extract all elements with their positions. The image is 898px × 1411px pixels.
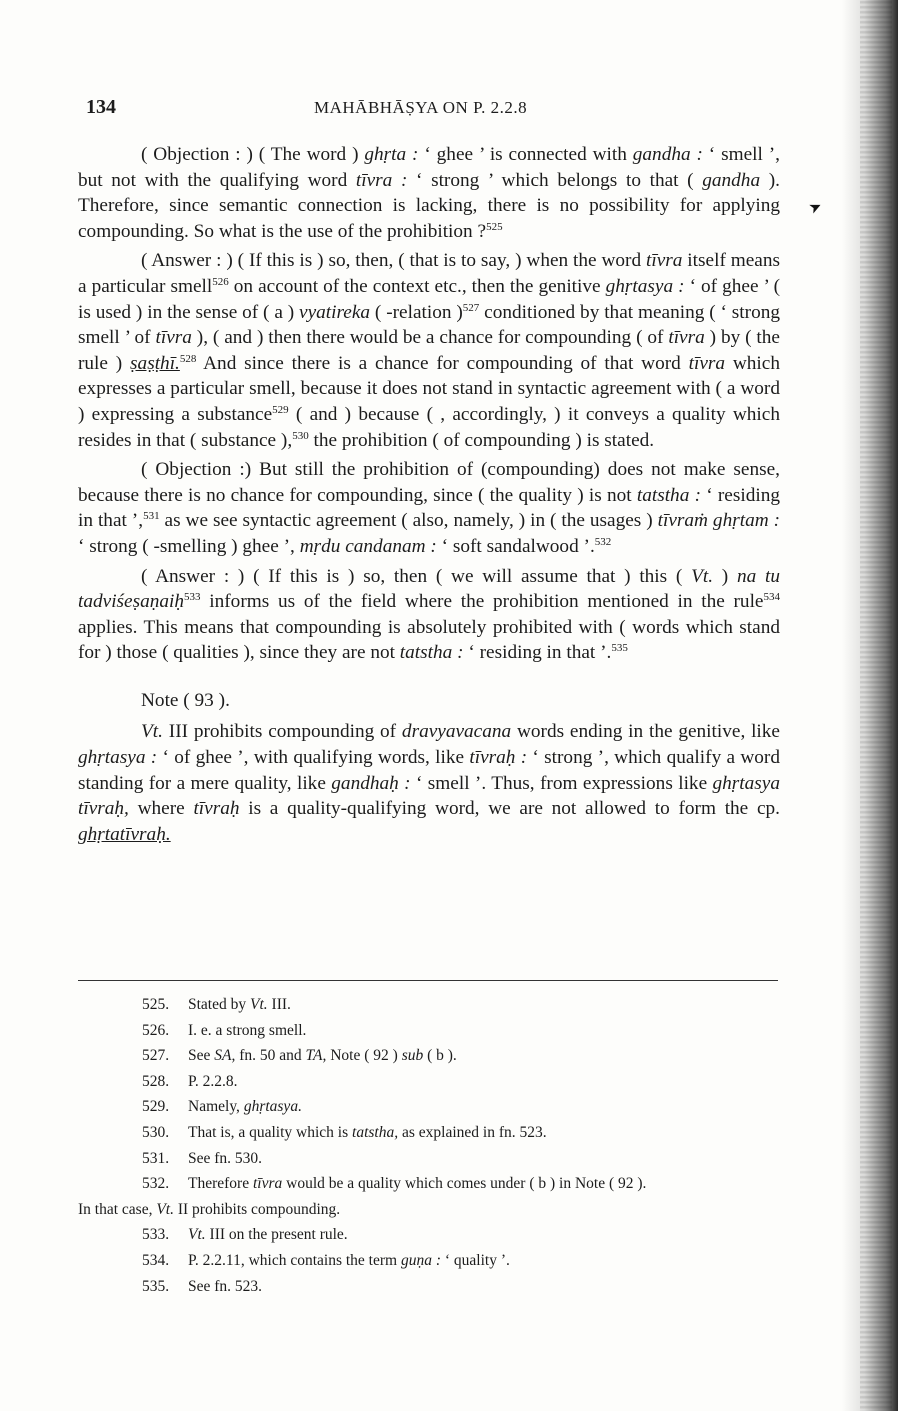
- page-edge-speckle: [860, 0, 892, 1411]
- main-text: [78, 142, 780, 851]
- footnote-529: 529. Namely, ghṛtasya.: [142, 1098, 302, 1116]
- paragraph-objection-1: ( Objection : ) ( The word ) ghṛta : ‘ ghee ’ is connected with gandha : ‘ smell ’, but not with the qualifying word tīvra : ‘ strong ’ which belongs to that ( gandha ). Therefore, since semantic connection is lacking, there is no possibility for applying compounding. So what is the use of the prohibition ?$^{525}$: [78, 144, 781, 242]
- paragraph-objection-2: ( Objection :) But still the prohibition of (compounding) does not make sense, because there is no chance for compounding, since ( the quality ) is not tatstha : ‘ residing in that ’,$^{531}$ as we see syntactic agreement ( also, namely, ) in ( the usages ) tīvraṁ ghṛtam : ‘ strong ( -smelling ) ghee ’, mṛdu candanam : ‘ soft sandalwood ’.$^{532}$: [78, 459, 781, 557]
- footnote-ref[interactable]: 530: [292, 429, 309, 442]
- footnote-separator: [78, 980, 778, 981]
- footnote-530: 530. That is, a quality which is tatstha, as explained in fn. 523.: [142, 1123, 547, 1141]
- footnote-ref[interactable]: 531: [143, 510, 160, 523]
- footnote-ref[interactable]: 534: [763, 591, 780, 604]
- running-head: [314, 98, 527, 118]
- footnote-532-continued: In that case, Vt. II prohibits compounding.: [78, 1200, 341, 1218]
- paragraph-note-93: Vt. III prohibits compounding of dravyavacana words ending in the genitive, like ghṛtasya : ‘ of ghee ’, with qualifying words, like tīvraḥ : ‘ strong ’, which qualify a word standing for a mere quality, like gandhaḥ : ‘ smell ’. Thus, from expressions like ghṛtasya tīvraḥ, where tīvraḥ is a quality-qualifying word, we are not allowed to form the cp. ghṛtatīvraḥ.: [78, 721, 780, 845]
- footnote-ref[interactable]: 529: [272, 403, 289, 416]
- paragraph-answer-2: ( Answer : ) ( If this is ) so, then ( we will assume that ) this ( Vt. ) na tu tadviśeṣaṇaiḥ$^{533}$ informs us of the field where the prohibition mentioned in the rule$^{534}$ applies. This means that compounding is absolutely prohibited with ( words which stand for ) those ( qualities ), since they are not tatstha : ‘ residing in that ’.$^{535}$: [78, 565, 781, 664]
- footnote-534: 534. P. 2.2.11, which contains the term guṇa : ‘ quality ’.: [142, 1251, 510, 1269]
- footnote-ref[interactable]: 525: [486, 220, 503, 233]
- footnote-533: 533. Vt. III on the present rule.: [142, 1226, 348, 1244]
- paragraph-answer-1: ( Answer : ) ( If this is ) so, then, ( that is to say, ) when the word tīvra itself means a particular smell$^{526}$ on account of the context etc., then the genitive ghṛtasya : ‘ of ghee ’ ( is used ) in the sense of ( a ) vyatireka ( -relation )$^{527}$ conditioned by that meaning ( ‘ strong smell ’ of tīvra ), ( and ) then there would be a chance for compounding ( of tīvra ) by ( the rule ) ṣaṣṭhī.$^{528}$ And since there is a chance for compounding of that word tīvra which expresses a particular smell, because it does not stand in syntactic agreement with ( a word ) expressing a substance$^{529}$ ( and ) because ( , accordingly, ) it conveys a quality which resides in that ( substance ),$^{530}$ the prohibition ( of compounding ) is stated.: [78, 250, 780, 451]
- page-number: 134: [86, 96, 116, 118]
- footnote-525: 525. Stated by Vt. III.: [142, 996, 291, 1013]
- footnote-ref[interactable]: 535: [611, 642, 628, 655]
- footnote-ref[interactable]: 532: [594, 535, 612, 548]
- footnote-527: 527. See SA, fn. 50 and TA, Note ( 92 ) sub ( b ).: [142, 1047, 457, 1065]
- footnote-526: 526. I. e. a strong smell.: [142, 1021, 307, 1039]
- running-head-rule: P. 2.2.8: [473, 98, 528, 117]
- footnote-ref[interactable]: 528: [179, 352, 197, 365]
- footnote-ref[interactable]: 533: [184, 591, 201, 604]
- margin-arrow-icon: ➤: [806, 197, 825, 218]
- footnote-535: 535. See fn. 523.: [142, 1277, 263, 1295]
- running-head-title: MAHĀBHĀṢYA ON: [314, 98, 469, 117]
- footnote-528: 528. P. 2.2.8.: [142, 1072, 238, 1090]
- footnote-ref[interactable]: 527: [462, 301, 480, 314]
- note-heading: Note ( 93 ).: [141, 689, 230, 711]
- footnotes: [78, 992, 780, 1299]
- footnote-531: 531. See fn. 530.: [142, 1149, 263, 1167]
- footnote-ref[interactable]: 526: [212, 275, 229, 288]
- footnote-532: 532. Therefore tīvra would be a quality which comes under ( b ) in Note ( 92 ).: [142, 1175, 647, 1193]
